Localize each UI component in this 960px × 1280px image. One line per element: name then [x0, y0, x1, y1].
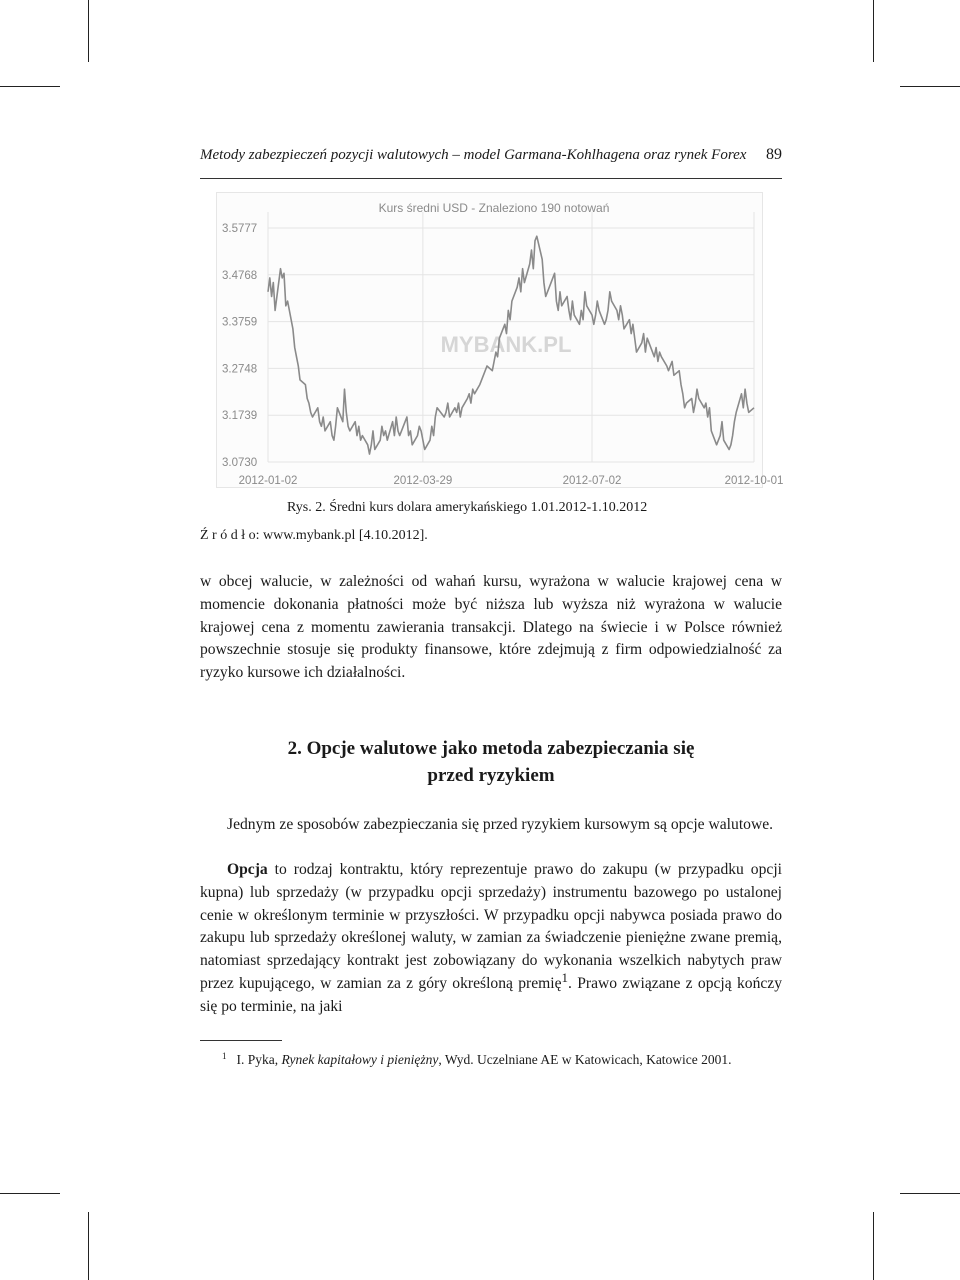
footnote-title: Rynek kapitałowy i pieniężny [281, 1052, 439, 1067]
footnote-reference[interactable]: 1 [561, 969, 569, 985]
y-tick-label: 3.1739 [222, 410, 258, 423]
footnote-number: 1 [222, 1050, 227, 1061]
crop-mark [0, 86, 60, 87]
y-tick-label: 3.2748 [222, 363, 258, 376]
chart-watermark: MYBANK.PL [440, 332, 572, 357]
chart-title: Kurs średni USD - Znaleziono 190 notowań [378, 201, 610, 215]
footnote-author: I. Pyka, [236, 1052, 282, 1067]
header-rule [200, 178, 782, 179]
footnote-rule [200, 1040, 282, 1041]
y-tick-label: 3.5777 [222, 223, 258, 235]
crop-mark [873, 1212, 874, 1280]
x-tick-label: 2012-10-01 [724, 475, 784, 487]
crop-mark [900, 86, 960, 87]
x-tick-label: 2012-03-29 [393, 475, 453, 487]
footnote-rest: , Wyd. Uczelniane AE w Katowicach, Katowice 2001. [438, 1052, 732, 1067]
crop-mark [900, 1193, 960, 1194]
running-header-title: Metody zabezpieczeń pozycji walutowych – model Garmana-Kohlhagena oraz rynek Forex [200, 147, 747, 163]
page-number: 89 [766, 146, 782, 163]
section-heading [200, 735, 782, 789]
x-tick-label: 2012-07-02 [562, 475, 622, 487]
bold-term: Opcja [227, 861, 268, 878]
crop-mark [873, 0, 874, 62]
body-paragraph: Jednym ze sposobów zabezpieczania się przed ryzykiem kursowym są opcje walutowe. [227, 816, 774, 833]
y-tick-label: 3.0730 [222, 457, 258, 469]
body-paragraph [200, 859, 782, 1019]
crop-mark [0, 1193, 60, 1194]
source-label: Ź r ó d ł o: [200, 528, 260, 543]
figure-caption: Rys. 2. Średni kurs dolara amerykańskiego 1.01.2012-1.10.2012 [287, 500, 648, 515]
paragraph-text: to rodzaj kontraktu, który reprezentuje prawo do zakupu (w przypadku opcji kupna) lub sprzedaży (w przypadku opcji sprzedaży) instrumentu bazowego po ustalonej cenie w określonym terminie w przyszłości. W przypadku opcji nabywca posiada prawo do zakupu lub sprzedaży określonej waluty, w zamian za świadczenie pieniężne zwane premią, natomiast sprzedający kontrakt jest zobowiązany do wykonania wszelkich nabytych praw przez kupującego, w zamian za z góry określoną premię [200, 861, 782, 992]
footnote [222, 1052, 732, 1068]
paragraph-text: . Prawo związane z opcją kończy się po terminie, na jaki [200, 974, 782, 1015]
running-header [200, 146, 782, 164]
x-tick-label: 2012-01-02 [238, 475, 298, 487]
y-tick-label: 3.3759 [222, 316, 258, 329]
section-heading-line: przed ryzykiem [427, 765, 555, 786]
exchange-rate-chart [216, 192, 784, 488]
figure-source [200, 528, 428, 544]
body-paragraph: w obcej walucie, w zależności od wahań kursu, wyrażona w walucie krajowej cena w momencie dokonania płatności może być niższa lub wyższa niż wyrażona w walucie krajowej cena z momentu zawierania transakcji. Dlatego na świecie i w Polsce również powszechnie stosuje się produkty finansowe, które zdejmują z firm odpowiedzialność za ryzyko kursowe ich działalności. [200, 573, 782, 682]
source-text: www.mybank.pl [4.10.2012]. [263, 528, 428, 543]
crop-mark [88, 0, 89, 62]
crop-mark [88, 1212, 89, 1280]
y-tick-label: 3.4768 [222, 269, 258, 282]
chart-svg [216, 192, 784, 488]
section-heading-line: 2. Opcje walutowe jako metoda zabezpieczania się [287, 738, 695, 759]
